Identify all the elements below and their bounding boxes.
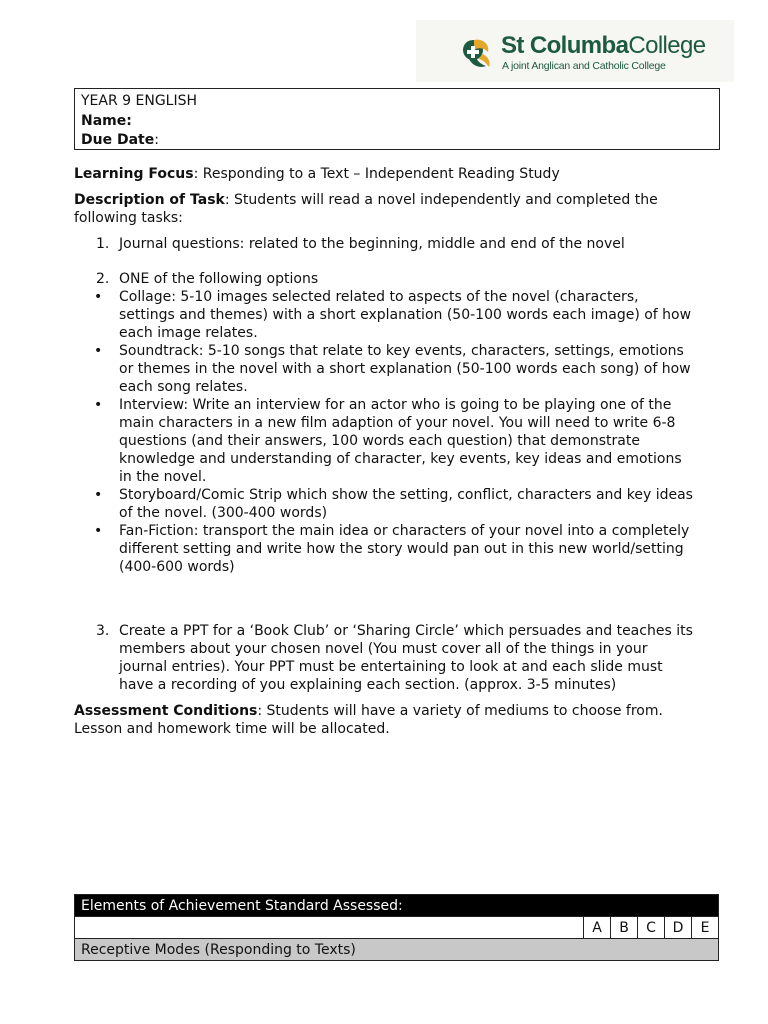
- name-label: Name:: [81, 112, 132, 129]
- grade-c: C: [638, 917, 665, 939]
- grade-d: D: [665, 917, 692, 939]
- option-fan-fiction: • Fan-Fiction: transport the main idea or characters of your novel into a completely different setting and write how the story would pan out in this new world/setting (400-600 words): [94, 523, 690, 575]
- college-crest-icon: [460, 36, 496, 72]
- grade-e: E: [692, 917, 719, 939]
- table-header-row: [75, 895, 719, 917]
- due-date-label: Due Date: [81, 132, 155, 148]
- task-item-1: 1. Journal questions: related to the beginning, middle and end of the novel: [96, 236, 625, 252]
- grade-blank-cell: [75, 917, 584, 939]
- task-description: Description of Task: Students will read a novel independently and completed the following tasks:: [74, 192, 658, 226]
- grade-a: A: [584, 917, 611, 939]
- college-name: St ColumbaCollege: [501, 32, 706, 59]
- student-info-box: [74, 88, 720, 150]
- subject-title: YEAR 9 ENGLISH: [81, 93, 198, 109]
- option-interview: • Interview: Write an interview for an actor who is going to be playing one of the main characters in a new film adaption of your novel. You will need to write 6-8 questions (and their answers, 100 words each question) that demonstrate knowledge and understanding of character, key events, key ideas and emotions in the novel.: [94, 397, 682, 485]
- receptive-modes-row: [75, 939, 719, 961]
- option-collage: • Collage: 5-10 images selected related to aspects of the novel (characters, settings and themes) with a short explanation (50-100 words each image) of how each image relates.: [94, 289, 692, 341]
- due-date-field[interactable]: Due Date:: [81, 132, 159, 148]
- task-item-2: 2. ONE of the following options: [96, 271, 319, 287]
- name-field[interactable]: [81, 112, 713, 132]
- grade-b: B: [611, 917, 638, 939]
- college-logo: [416, 20, 734, 82]
- task-document: [74, 165, 694, 738]
- achievement-standard-table: [74, 894, 719, 961]
- assessment-conditions: Assessment Conditions: Students will have a variety of mediums to choose from. Lesson and homework time will be allocated.: [74, 703, 663, 737]
- option-storyboard: • Storyboard/Comic Strip which show the setting, conflict, characters and key ideas of the novel. (300-400 words): [94, 487, 693, 521]
- receptive-modes-label: Receptive Modes (Responding to Texts): [75, 939, 719, 961]
- table-header: Elements of Achievement Standard Assessed:: [75, 895, 719, 917]
- learning-focus: Learning Focus: Responding to a Text – Independent Reading Study: [74, 166, 560, 182]
- option-soundtrack: • Soundtrack: 5-10 songs that relate to key events, characters, settings, emotions or themes in the novel with a short explanation (50-100 words each song) of how each song relates.: [94, 343, 691, 395]
- grade-row: [75, 917, 719, 939]
- college-tagline: A joint Anglican and Catholic College: [502, 60, 666, 72]
- task-item-3: 3. Create a PPT for a ‘Book Club’ or ‘Sharing Circle’ which persuades and teaches its members about your chosen novel (You must cover all of the things in your journal entries). Your PPT must be entertaining to look at and each slide must have a recording of you explaining each section. (approx. 3-5 minutes): [96, 623, 693, 693]
